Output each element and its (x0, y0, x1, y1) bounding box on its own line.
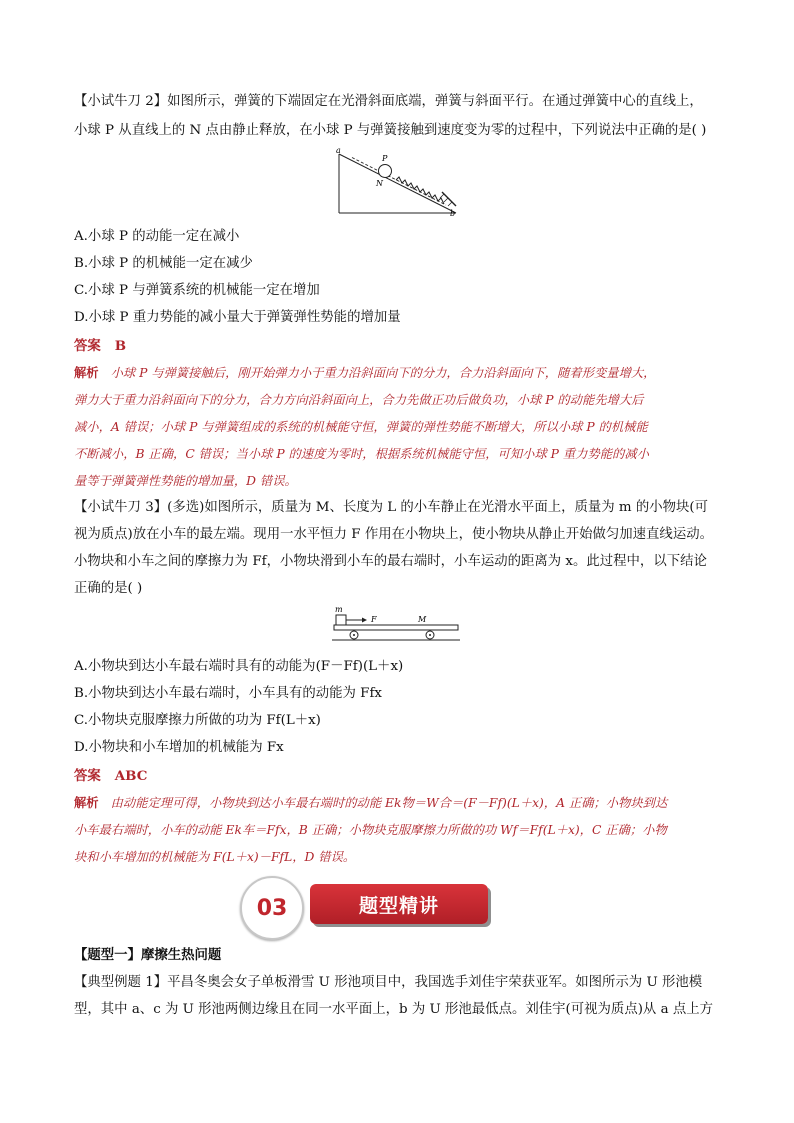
q2-explanation-line-1 (74, 363, 724, 383)
label-M: M (418, 615, 427, 624)
q3-explanation-line-3: 块和小车增加的机械能为 F(L＋x)－FfL，D 错误。 (74, 850, 356, 864)
explanation-label: 解析 (74, 365, 99, 380)
section-banner (240, 876, 492, 938)
answer-label: 答案 (74, 768, 101, 784)
type1-heading: 【题型一】摩擦生热问题 (74, 947, 222, 963)
section-title-bar (310, 884, 488, 924)
q3-explanation-line-1 (74, 793, 724, 813)
explanation-text: 小球 P 与弹簧接触后，刚开始弹力小于重力沿斜面向下的分力，合力沿斜面向下，随着形变量增大， (110, 366, 656, 380)
q2-stem-line-2: 小球 P 从直线上的 N 点由静止释放，在小球 P 与弹簧接触到速度变为零的过程中，下列说法中正确的是( ) (74, 123, 707, 138)
q2-explanation-line-3: 减小，A 错误；小球 P 与弹簧组成的系统的机械能守恒，弹簧的弹性势能不断增大，所以小球 P 的机械能 (74, 420, 648, 434)
cart-block-figure (330, 604, 462, 642)
q2-stem-line-1: 【小试牛刀 2】如图所示，弹簧的下端固定在光滑斜面底端，弹簧与斜面平行。在通过弹簧中心的直线上， (74, 94, 703, 109)
explanation-label: 解析 (74, 795, 99, 810)
q3-option-c: C.小物块克服摩擦力所做的功为 Ff(L＋x) (74, 713, 321, 728)
q3-explanation-line-2: 小车最右端时，小车的动能 Ek车＝Ffx，B 正确；小物块克服摩擦力所做的功 Wf＝Ff(L＋x)，C 正确；小物 (74, 823, 667, 837)
answer-label: 答案 (74, 338, 101, 354)
q2-explanation-line-5: 量等于弹簧弹性势能的增加量，D 错误。 (74, 474, 297, 488)
q3-answer (74, 766, 147, 787)
q2-option-a: A.小球 P 的动能一定在减小 (74, 229, 240, 244)
explanation-text: 由动能定理可得，小物块到达小车最右端时的动能 Ek物＝W合＝(F－Ff)(L＋x)，A 正确；小物块到达 (110, 796, 668, 810)
label-N: N (376, 179, 383, 188)
label-m: m (335, 605, 343, 614)
q2-option-b: B.小球 P 的机械能一定在减少 (74, 256, 253, 271)
label-F: F (371, 615, 377, 624)
q2-option-c: C.小球 P 与弹簧系统的机械能一定在增加 (74, 283, 320, 298)
section-number: 03 (256, 895, 288, 921)
answer-value: ABC (114, 768, 148, 784)
section-number-badge (240, 876, 304, 940)
q3-stem-line-1: 【小试牛刀 3】(多选)如图所示，质量为 M、长度为 L 的小车静止在光滑水平面上，质量为 m 的小物块(可 (74, 500, 709, 515)
q2-explanation-line-4: 不断减小，B 正确，C 错误；当小球 P 的速度为零时，根据系统机械能守恒，可知小球 P 重力势能的减小 (74, 447, 649, 461)
q3-option-d: D.小物块和小车增加的机械能为 Fx (74, 740, 284, 755)
q3-stem-line-3: 小物块和小车之间的摩擦力为 Ff，小物块滑到小车的最右端时，小车运动的距离为 x。此过程中，以下结论 (74, 554, 707, 569)
answer-value: B (114, 338, 127, 354)
q2-option-d: D.小球 P 重力势能的减小量大于弹簧弹性势能的增加量 (74, 310, 401, 325)
type1-example-line-1: 【典型例题 1】平昌冬奥会女子单板滑雪 U 形池项目中，我国选手刘佳宇荣获亚军。如图所示为 U 形池模 (74, 975, 703, 990)
q3-stem-line-4: 正确的是( ) (74, 581, 143, 596)
q3-stem-line-2: 视为质点)放在小车的最左端。现用一水平恒力 F 作用在小物块上，使小物块从静止开始做匀加速直线运动。 (74, 527, 713, 542)
label-b: b (450, 209, 456, 218)
type1-example-line-2: 型，其中 a、c 为 U 形池两侧边缘且在同一水平面上，b 为 U 形池最低点。刘佳宇(可视为质点)从 a 点上方 (74, 1002, 713, 1017)
section-title: 题型精讲 (358, 894, 439, 917)
q3-option-a: A.小物块到达小车最右端时具有的动能为(F－Ff)(L＋x) (74, 659, 404, 674)
incline-spring-figure (334, 144, 464, 218)
q2-explanation-line-2: 弹力大于重力沿斜面向下的分力，合力方向沿斜面向上，合力先做正功后做负功，小球 P 的动能先增大后 (74, 393, 644, 407)
q2-answer (74, 336, 126, 357)
q3-option-b: B.小物块到达小车最右端时，小车具有的动能为 Ffx (74, 686, 382, 701)
label-P: P (382, 154, 388, 163)
label-a: a (336, 146, 341, 155)
